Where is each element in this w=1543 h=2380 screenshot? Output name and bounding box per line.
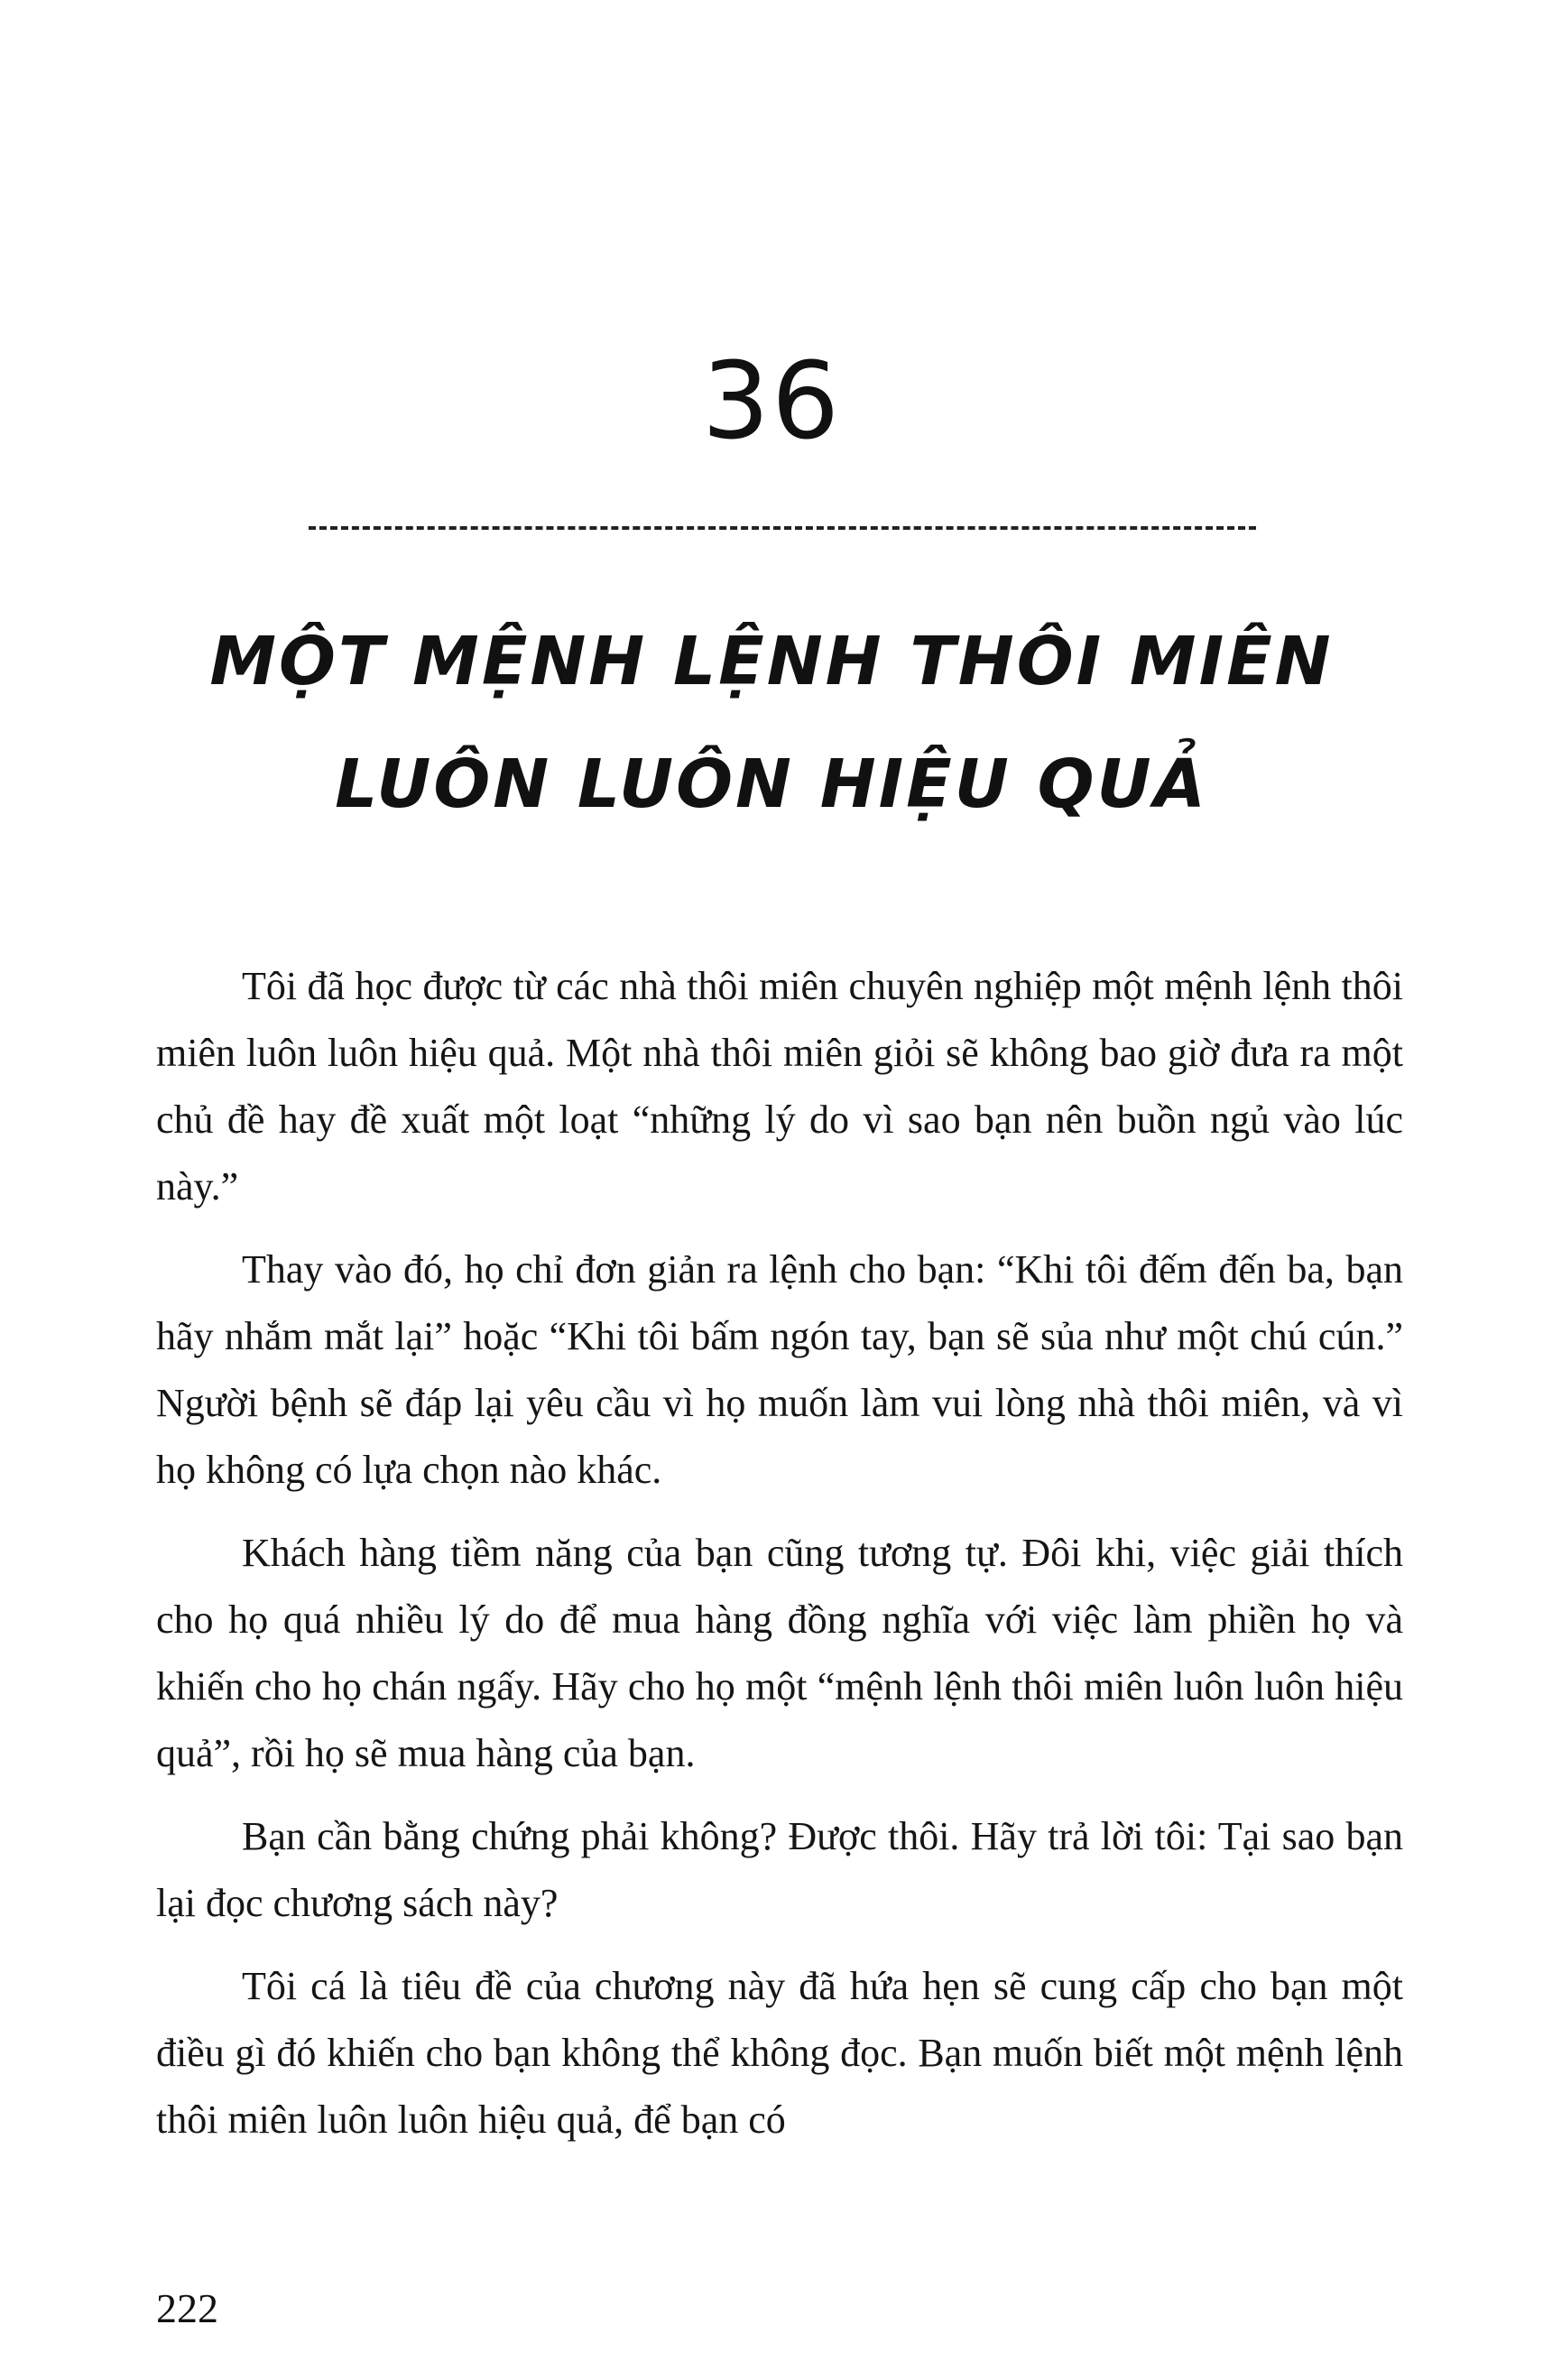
page-number: 222 — [156, 2285, 218, 2331]
paragraph: Tôi cá là tiêu đề của chương này đã hứa hẹn sẽ cung cấp cho bạn một điều gì đó khiến cho bạn không thể không đọc. Bạn muốn biết một mệnh lệnh thôi miên luôn luôn hiệu quả, để bạn có — [156, 1964, 1403, 2142]
paragraph: Bạn cần bằng chứng phải không? Được thôi. Hãy trả lời tôi: Tại sao bạn lại đọc chương sách này? — [156, 1814, 1403, 1925]
chapter-title — [0, 600, 1543, 846]
paragraph: Khách hàng tiềm năng của bạn cũng tương tự. Đôi khi, việc giải thích cho họ quá nhiều lý do để mua hàng đồng nghĩa với việc làm phiền họ và khiến cho họ chán ngấy. Hãy cho họ một “mệnh lệnh thôi miên luôn luôn hiệu quả”, rồi họ sẽ mua hàng của bạn. — [156, 1531, 1403, 1775]
chapter-title-line-1: MỘT MỆNH LỆNH THÔI MIÊN — [209, 623, 1334, 700]
chapter-body — [156, 953, 1403, 2170]
chapter-number: 36 — [701, 338, 842, 463]
chapter-title-line-2: LUÔN LUÔN HIỆU QUẢ — [335, 745, 1208, 823]
chapter-divider — [309, 526, 1256, 530]
paragraph: Thay vào đó, họ chỉ đơn giản ra lệnh cho bạn: “Khi tôi đếm đến ba, bạn hãy nhắm mắt lại” hoặc “Khi tôi bấm ngón tay, bạn sẽ sủa như một chú cún.” Người bệnh sẽ đáp lại yêu cầu vì họ muốn làm vui lòng nhà thôi miên, và vì họ không có lựa chọn nào khác. — [156, 1247, 1403, 1492]
paragraph: Tôi đã học được từ các nhà thôi miên chuyên nghiệp một mệnh lệnh thôi miên luôn luôn hiệu quả. Một nhà thôi miên giỏi sẽ không bao giờ đưa ra một chủ đề hay đề xuất một loạt “những lý do vì sao bạn nên buồn ngủ vào lúc này.” — [156, 964, 1403, 1209]
